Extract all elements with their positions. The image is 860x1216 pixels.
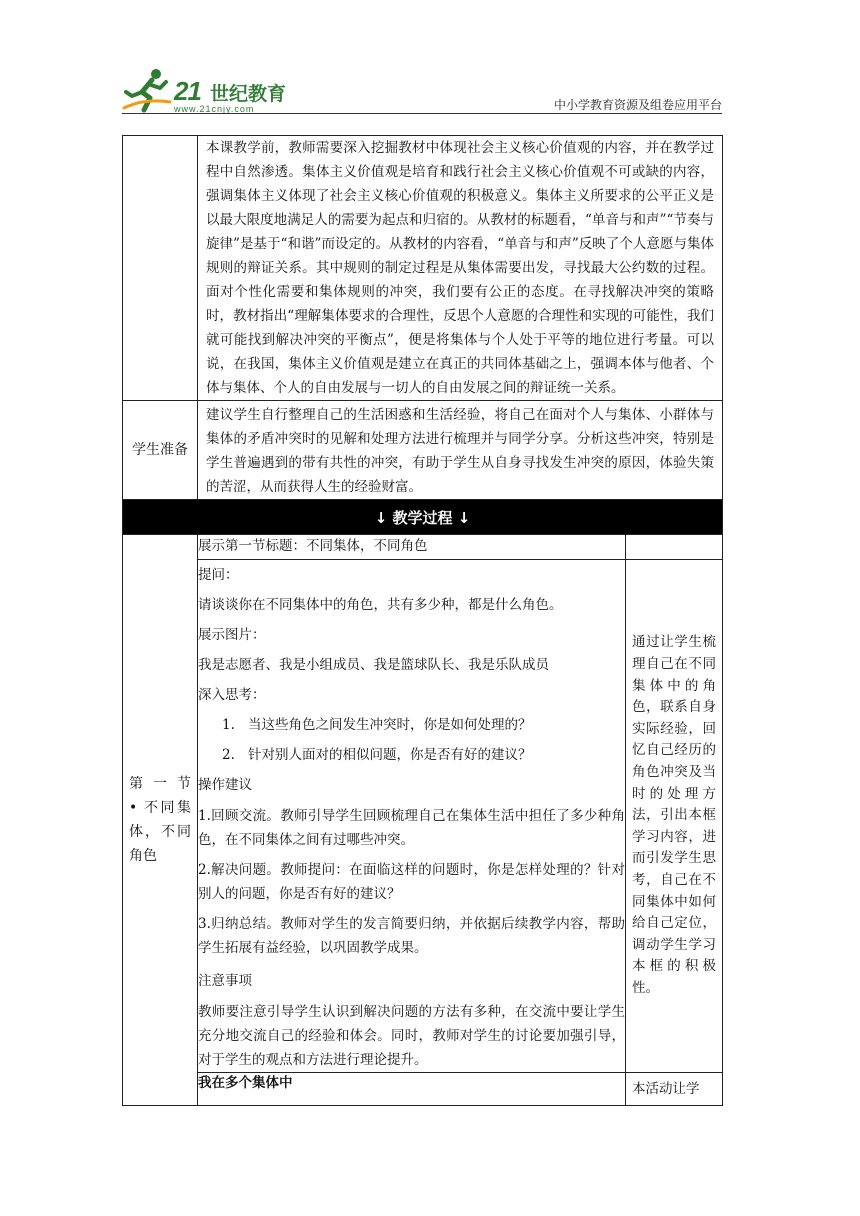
header-rule	[122, 113, 722, 114]
process-band-row	[123, 500, 723, 535]
op-item-3: 3.归纳总结。教师对学生的发言简要归纳，并依据后续教学内容，帮助学生拓展有益经验，以巩固教学成果。	[198, 916, 625, 956]
think-label: 深入思考：	[198, 687, 266, 703]
op-item-2: 2.解决问题。教师提问：在面临这样的问题时，你是怎样处理的？针对别人的问题，你是否有好的建议？	[198, 862, 625, 902]
s1-next-cell	[198, 1073, 626, 1106]
s1-body-row	[123, 560, 723, 1073]
intro-paragraph: 本课教学前，教师需要深入挖掘教材中体现社会主义核心价值观的内容，并在教学过程中自然渗透。集体主义价值观是培育和践行社会主义核心价值观不可或缺的内容，强调集体主义体现了社会主义核心价值观的积极意义。集体主义所要求的公平正义是以最大限度地满足人的需要为起点和归宿的。从教材的标题看，“单音与和声”“节奏与旋律”是基于“和谐”而设定的。从教材的内容看，“单音与和声”反映了个人意愿与集体规则的辩证关系。其中规则的制定过程是从集体需要出发，寻找最大公约数的过程。面对个性化需要和集体规则的冲突，我们要有公正的态度。在寻找解决冲突的策略时，教材指出“理解集体要求的合理性，反思个人意愿的合理性和实现的可能性，我们就可能找到解决冲突的平衡点”，便是将集体与个人处于平等的地位进行考量。可以说，在我国，集体主义价值观是建立在真正的共同体基础之上，强调本体与他者、个体与集体、个人的自由发展与一切人的自由发展之间的辩证统一关系。	[206, 140, 715, 396]
s1-next-side	[626, 1073, 723, 1106]
s1-title-cell	[198, 535, 626, 560]
prep-row	[123, 401, 723, 500]
next-activity-side: 本活动让学	[632, 1081, 700, 1097]
op-label: 操作建议	[198, 777, 252, 793]
runner-icon	[122, 68, 172, 114]
platform-title: 中小学教育资源及组卷应用平台	[553, 98, 722, 112]
prep-label: 学生准备	[123, 401, 198, 500]
section1-show-title: 展示第一节标题：不同集体，不同角色	[198, 538, 428, 554]
note-label: 注意事项	[198, 973, 252, 989]
logo-text: 世纪教育	[210, 83, 287, 105]
intro-cell	[198, 136, 723, 401]
s1-next-row	[123, 1073, 723, 1106]
intro-label-cell	[123, 136, 198, 401]
question-text: 请谈谈你在不同集体中的角色，共有多少种，都是什么角色。	[198, 597, 563, 613]
section1-label: 第 一 节 • 不同集体，不同角色	[123, 535, 198, 1106]
logo-url: www.21cnjy.com	[174, 104, 255, 114]
s1-title-side	[626, 535, 723, 560]
question-label: 提问：	[198, 567, 239, 583]
think-item-2: 2. 针对别人面对的相似问题，你是否有好的建议？	[222, 747, 532, 763]
op-item-1: 1.回顾交流。教师引导学生回顾梳理自己在集体生活中担任了多少种角色，在不同集体之间有过哪些冲突。	[198, 808, 625, 848]
section1-side-note: 通过让学生梳理自己在不同集体中的角色，联系自身实际经验，回忆自己经历的角色冲突及当时的处理方法，引出本框学习内容，进而引发学生思考，自己在不同集体中如何给自己定位，调动学生学习本框的积极性。	[626, 560, 723, 1073]
prep-text: 建议学生自行整理自己的生活困惑和生活经验，将自己在面对个人与集体、小群体与集体的矛盾冲突时的见解和处理方法进行梳理并与同学分享。分析这些冲突，特别是学生普遍遇到的带有共性的冲突，有助于学生从自身寻找发生冲突的原因，体验失策的苦涩，从而获得人生的经验财富。	[206, 407, 715, 495]
next-activity-title: 我在多个集体中	[198, 1075, 293, 1091]
logo	[122, 66, 292, 114]
think-item-1: 1. 当这些角色之间发生冲突时，你是如何处理的？	[222, 717, 532, 733]
prep-cell	[198, 401, 723, 500]
lesson-table	[122, 135, 723, 1106]
note-text: 教师要注意引导学生认识到解决问题的方法有多种，在交流中要让学生充分地交流自己的经验和体会。同时，教师对学生的讨论要加强引导，对于学生的观点和方法进行理论提升。	[198, 1004, 625, 1068]
image-text: 我是志愿者、我是小组成员、我是篮球队长、我是乐队成员	[198, 657, 549, 673]
image-label: 展示图片：	[198, 627, 266, 643]
logo-number: 21	[174, 76, 201, 106]
process-band: ↓ 教学过程 ↓	[123, 500, 723, 535]
s1-title-row	[123, 535, 723, 560]
intro-row	[123, 136, 723, 401]
s1-body-cell	[198, 560, 626, 1073]
page-header	[122, 66, 722, 116]
